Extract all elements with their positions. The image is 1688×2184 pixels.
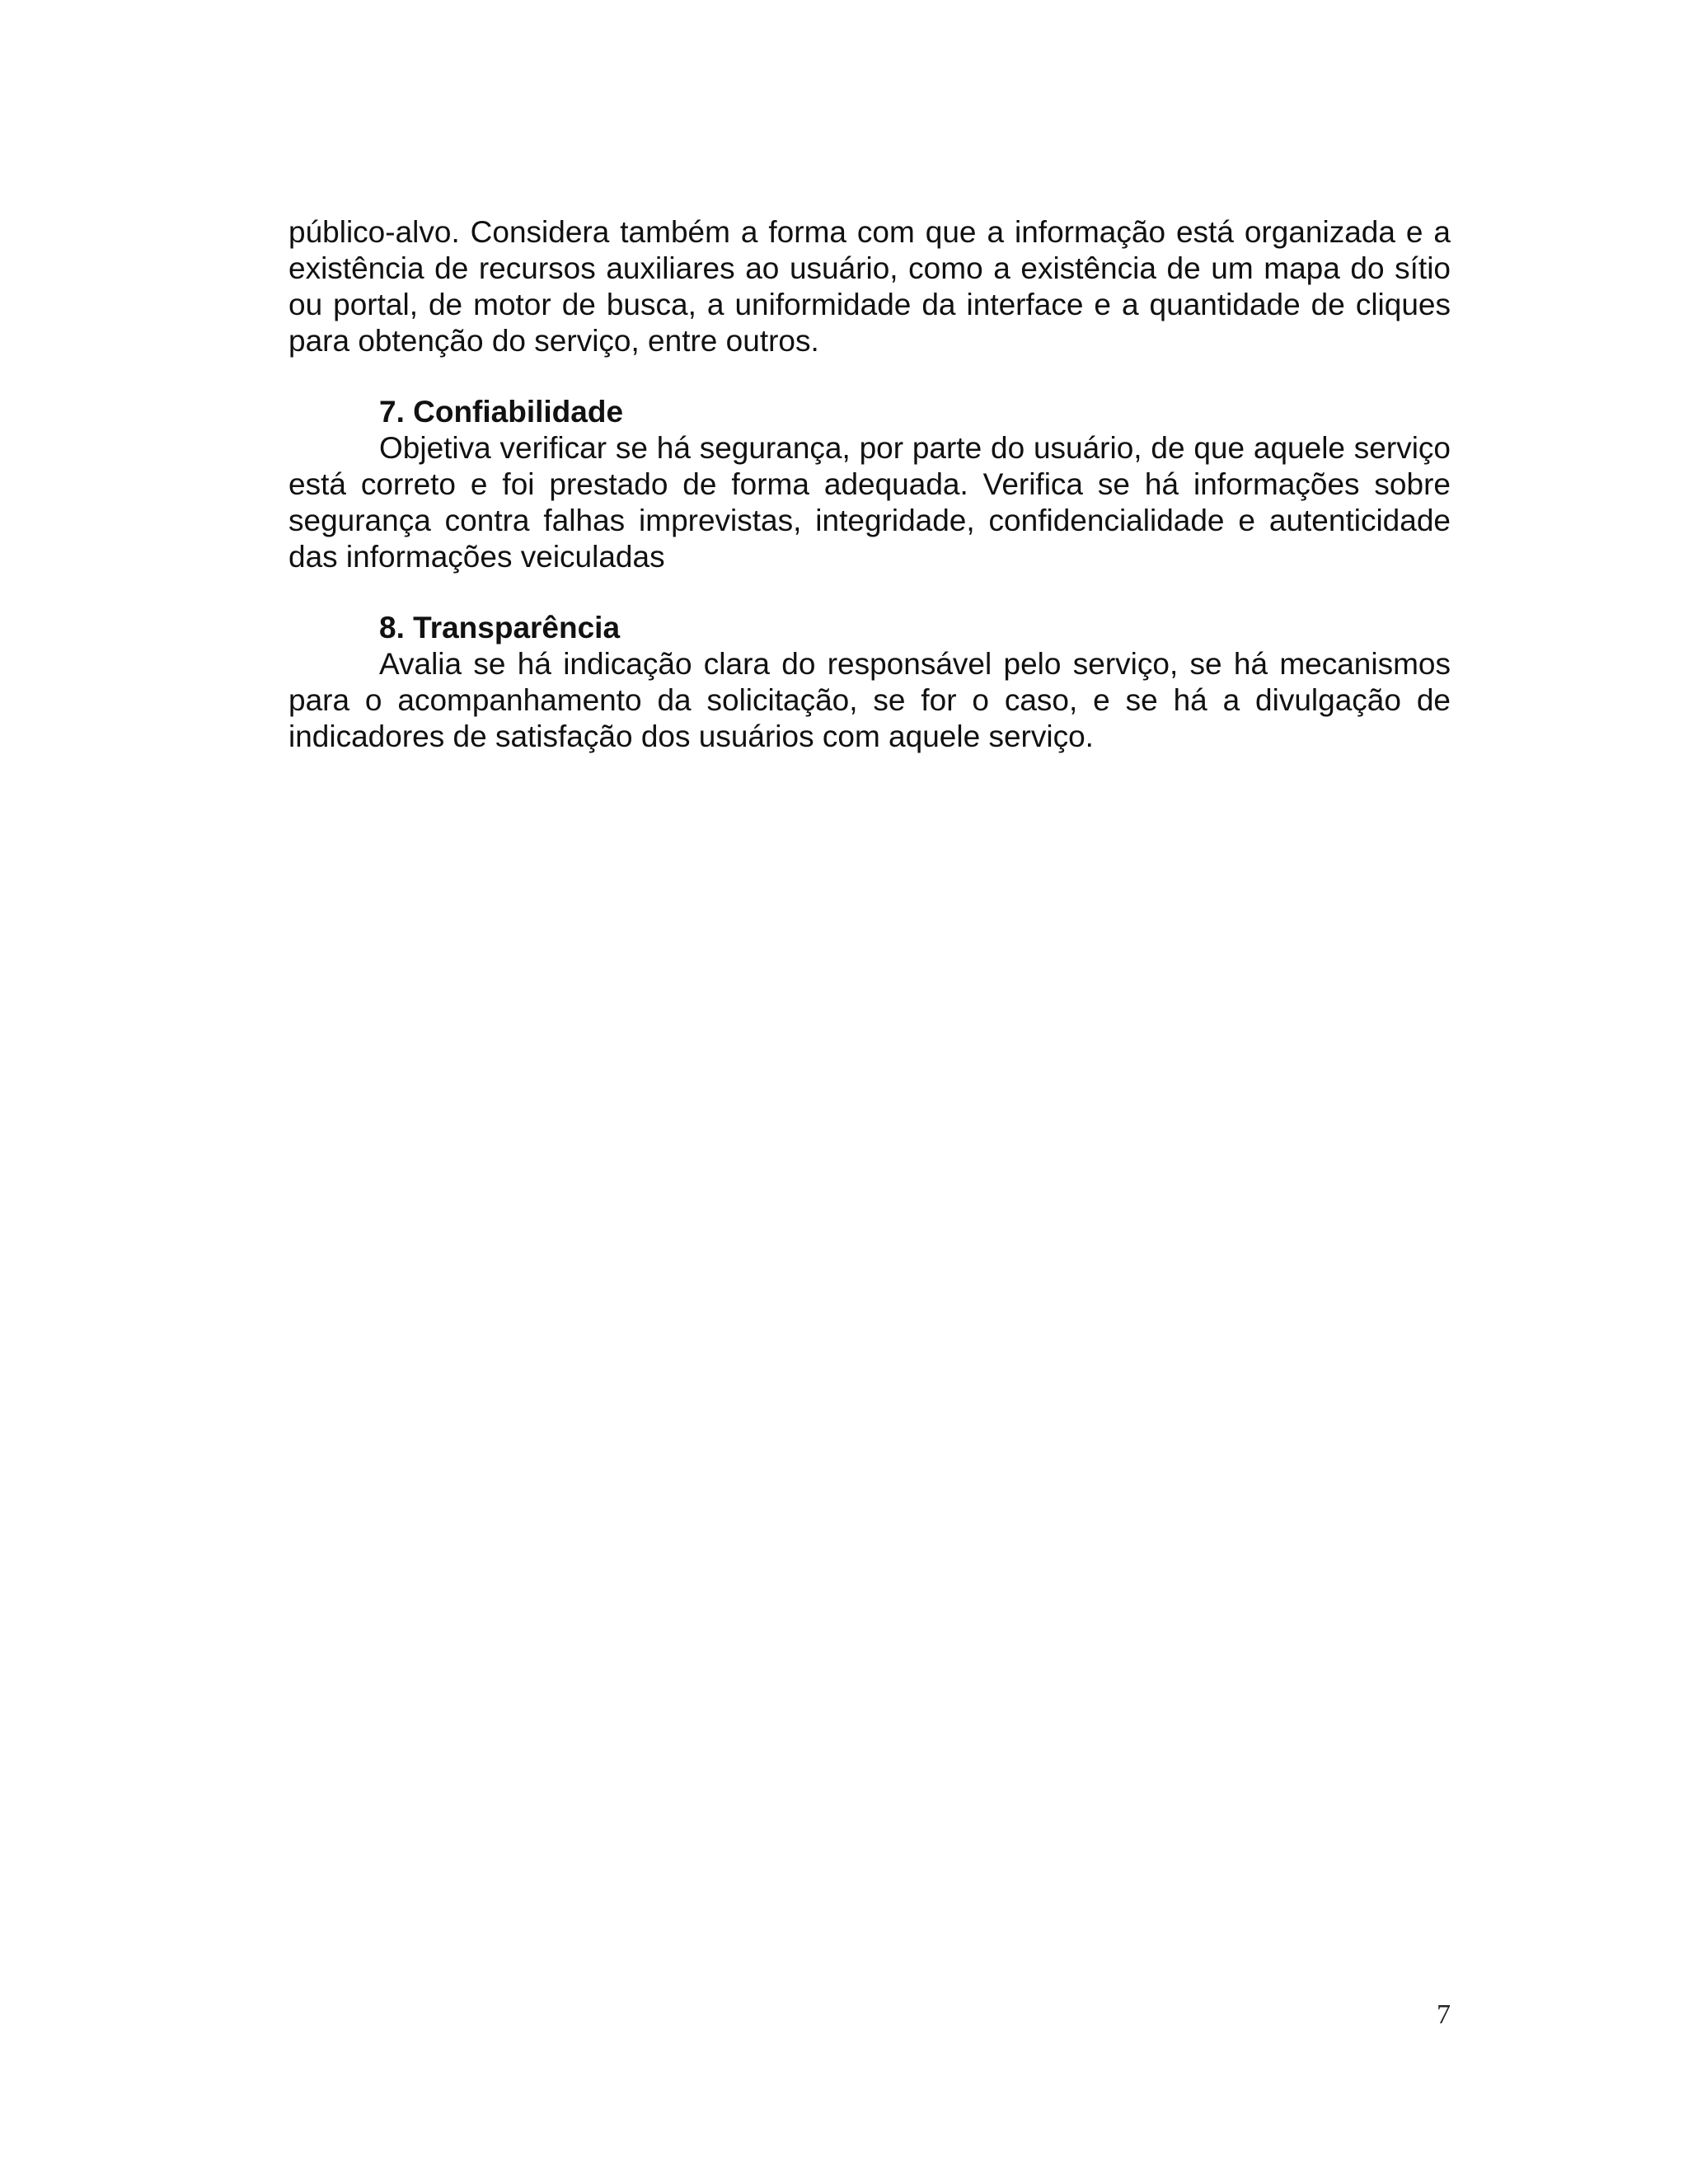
section-transparencia [288,610,1451,755]
intro-paragraph: público-alvo. Considera também a forma com que a informação está organizada e a existência de recursos auxiliares ao usuário, como a existência de um mapa do sítio ou portal, de motor de busca, a uniformidade da interface e a quantidade de cliques para obtenção do serviço, entre outros. [288,215,1451,358]
page-content [288,214,1451,755]
section-title-transparencia: 8. Transparência [379,611,621,644]
section-confiabilidade [288,394,1451,575]
section-body-confiabilidade: Objetiva verificar se há segurança, por parte do usuário, de que aquele serviço está correto e foi prestado de forma adequada. Verifica se há informações sobre segurança contra falhas imprevistas, integridade, confidencialidade e autenticidade das informações veiculadas [288,431,1451,574]
section-title-confiabilidade: 7. Confiabilidade [379,395,624,429]
page-number: 7 [1437,1999,1451,2030]
section-body-transparencia: Avalia se há indicação clara do responsável pelo serviço, se há mecanismos para o acompanhamento da solicitação, se for o caso, e se há a divulgação de indicadores de satisfação dos usuários com aquele serviço. [288,647,1451,753]
